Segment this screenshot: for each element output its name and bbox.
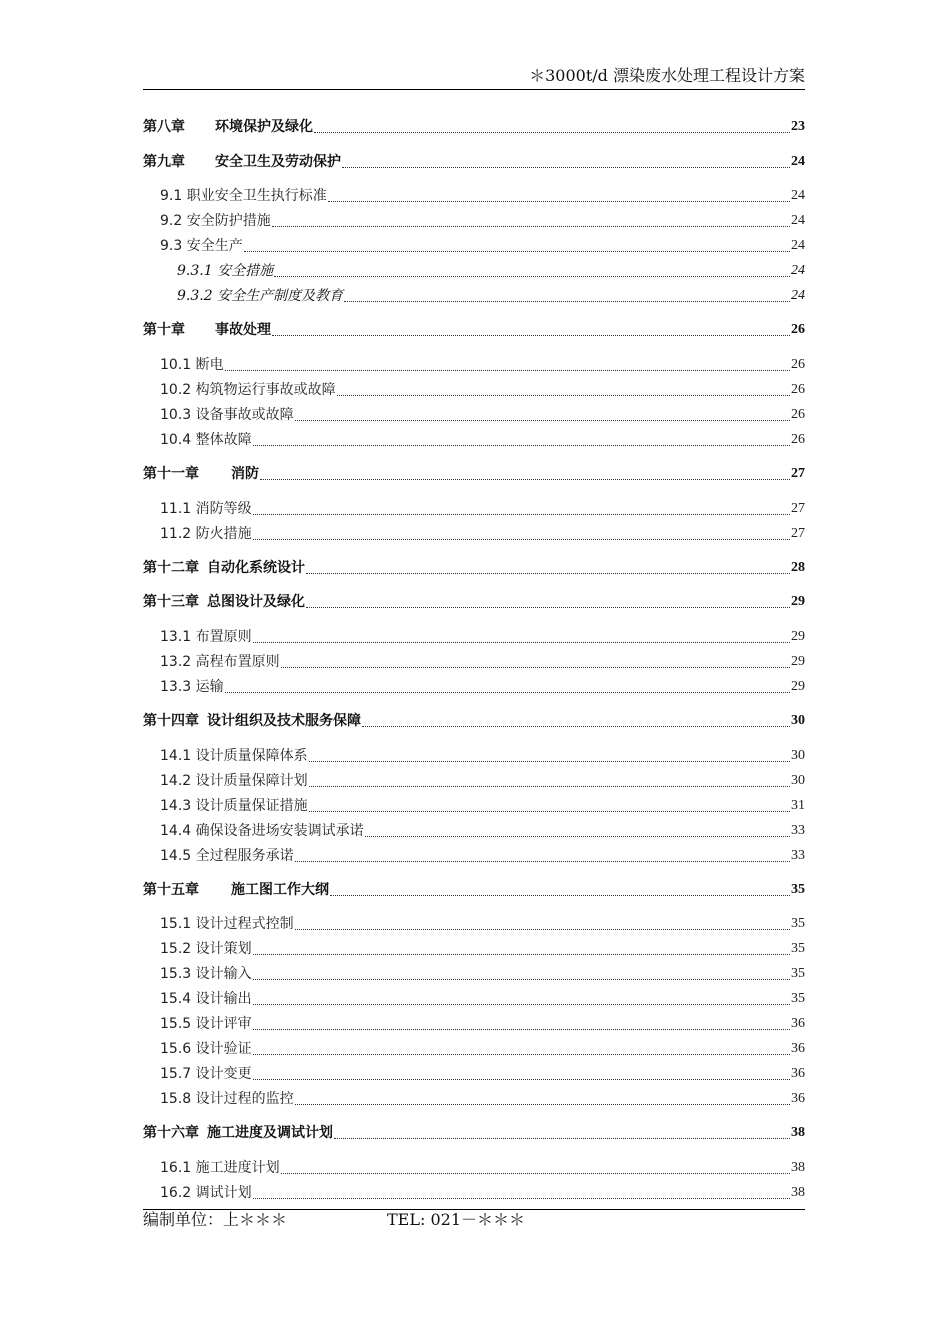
toc-leader-dots (295, 929, 790, 930)
toc-leader-dots (334, 1138, 790, 1139)
toc-chapter-number: 第十五章 (143, 882, 199, 898)
toc-entry-title: 10.4 整体故障 (160, 432, 252, 448)
toc-page-number: 35 (791, 941, 805, 956)
toc-entry-title: 14.1 设计质量保障体系 (160, 748, 308, 764)
toc-leader-dots (253, 1198, 790, 1199)
toc-entry[interactable] (143, 355, 805, 375)
toc-entry[interactable] (143, 652, 805, 672)
toc-entry-title: 11.1 消防等级 (160, 501, 252, 517)
toc-page-number: 27 (791, 466, 805, 481)
toc-leader-dots (309, 811, 790, 812)
toc-entry-title: 15.7 设计变更 (160, 1066, 252, 1082)
toc-leader-dots (253, 539, 790, 540)
toc-page-number: 26 (791, 322, 805, 337)
toc-entry[interactable] (143, 711, 805, 731)
toc-leader-dots (342, 167, 790, 168)
toc-entry[interactable] (143, 380, 805, 400)
toc-entry-title: 15.1 设计过程式控制 (160, 916, 294, 932)
toc-leader-dots (253, 1029, 790, 1030)
toc-leader-dots (274, 276, 790, 277)
toc-entry[interactable] (143, 914, 805, 934)
toc-page-number: 36 (791, 1066, 805, 1081)
toc-entry[interactable] (143, 746, 805, 766)
toc-entry-title: 16.1 施工进度计划 (160, 1160, 280, 1176)
toc-leader-dots (306, 607, 790, 608)
toc-entry[interactable] (143, 592, 805, 612)
toc-entry[interactable] (143, 1123, 805, 1143)
toc-entry[interactable] (143, 880, 805, 900)
toc-page-number: 24 (791, 263, 805, 278)
toc-page-number: 27 (791, 526, 805, 541)
toc-entry-title: 9.2 安全防护措施 (160, 213, 271, 229)
toc-leader-dots (337, 395, 790, 396)
toc-leader-dots (225, 370, 790, 371)
toc-entry-title: 自动化系统设计 (207, 560, 305, 576)
toc-entry-title: 14.3 设计质量保证措施 (160, 798, 308, 814)
toc-leader-dots (309, 786, 790, 787)
toc-entry[interactable] (143, 771, 805, 791)
toc-entry-title: 14.2 设计质量保障计划 (160, 773, 308, 789)
toc-entry-title: 9.3 安全生产 (160, 238, 243, 254)
toc-entry-title: 9.3.2 安全生产制度及教育 (177, 288, 344, 304)
toc-page-number: 38 (791, 1125, 805, 1140)
toc-entry-title: 13.1 布置原则 (160, 629, 252, 645)
toc-leader-dots (295, 1104, 790, 1105)
footer-unit: 编制单位：上＊＊＊ (143, 1210, 288, 1229)
toc-page-number: 26 (791, 357, 805, 372)
toc-leader-dots (244, 251, 790, 252)
toc-entry[interactable] (143, 821, 805, 841)
toc-page-number: 36 (791, 1016, 805, 1031)
toc-chapter-number: 第十章 (143, 322, 185, 338)
toc-page-number: 31 (791, 798, 805, 813)
toc-entry-title: 10.2 构筑物运行事故或故障 (160, 382, 336, 398)
toc-chapter-number: 第十四章 (143, 713, 199, 729)
toc-entry-title: 施工图工作大纲 (231, 882, 329, 898)
toc-leader-dots (328, 201, 790, 202)
toc-leader-dots (253, 979, 790, 980)
toc-page-number: 30 (791, 713, 805, 728)
toc-page-number: 29 (791, 629, 805, 644)
toc-leader-dots (253, 514, 790, 515)
toc-entry[interactable] (143, 989, 805, 1009)
toc-entry-title: 10.3 设备事故或故障 (160, 407, 294, 423)
toc-page-number: 36 (791, 1041, 805, 1056)
toc-leader-dots (272, 335, 790, 336)
toc-entry[interactable] (143, 1039, 805, 1059)
toc-page-number: 29 (791, 594, 805, 609)
toc-leader-dots (253, 445, 790, 446)
toc-entry-title: 15.5 设计评审 (160, 1016, 252, 1032)
toc-entry[interactable] (143, 627, 805, 647)
toc-page-number: 35 (791, 916, 805, 931)
header-title: ＊3000t/d 漂染废水处理工程设计方案 (529, 66, 805, 85)
toc-entry-title: 15.8 设计过程的监控 (160, 1091, 294, 1107)
toc-page-number: 28 (791, 560, 805, 575)
toc-page-number: 38 (791, 1185, 805, 1200)
toc-entry-title: 施工进度及调试计划 (207, 1125, 333, 1141)
toc-leader-dots (281, 1173, 790, 1174)
toc-entry[interactable] (143, 152, 805, 172)
toc-page-number: 30 (791, 748, 805, 763)
toc-entry[interactable] (143, 524, 805, 544)
page-footer (143, 1210, 805, 1230)
toc-entry-title: 9.3.1 安全措施 (177, 263, 274, 279)
toc-page-number: 30 (791, 773, 805, 788)
toc-leader-dots (295, 861, 790, 862)
toc-entry-title: 事故处理 (215, 322, 271, 338)
toc-entry[interactable] (143, 1183, 805, 1203)
toc-leader-dots (330, 895, 790, 896)
toc-entry[interactable] (143, 286, 805, 306)
toc-entry[interactable] (143, 186, 805, 206)
toc-entry-title: 9.1 职业安全卫生执行标准 (160, 188, 327, 204)
toc-leader-dots (225, 692, 790, 693)
toc-leader-dots (253, 642, 790, 643)
toc-entry[interactable] (143, 430, 805, 450)
toc-entry[interactable] (143, 796, 805, 816)
toc-chapter-number: 第十六章 (143, 1125, 199, 1141)
toc-entry-title: 15.4 设计输出 (160, 991, 252, 1007)
toc-leader-dots (309, 761, 790, 762)
toc-page-number: 24 (791, 154, 805, 169)
toc-page-number: 33 (791, 823, 805, 838)
toc-page-number: 35 (791, 991, 805, 1006)
toc-page-number: 24 (791, 288, 805, 303)
toc-leader-dots (253, 1004, 790, 1005)
toc-leader-dots (281, 667, 790, 668)
toc-leader-dots (344, 301, 790, 302)
toc-entry-title: 10.1 断电 (160, 357, 224, 373)
table-of-contents (143, 0, 805, 1344)
footer-tel: TEL: 021－＊＊＊ (387, 1210, 525, 1229)
toc-entry-title: 环境保护及绿化 (215, 119, 313, 135)
toc-page-number: 33 (791, 848, 805, 863)
toc-entry[interactable] (143, 964, 805, 984)
toc-page-number: 24 (791, 188, 805, 203)
toc-chapter-number: 第八章 (143, 119, 185, 135)
toc-entry[interactable] (143, 405, 805, 425)
toc-entry[interactable] (143, 117, 805, 137)
toc-entry-title: 13.3 运输 (160, 679, 224, 695)
toc-leader-dots (306, 573, 790, 574)
toc-entry[interactable] (143, 846, 805, 866)
toc-entry-title: 14.5 全过程服务承诺 (160, 848, 294, 864)
toc-entry-title: 15.3 设计输入 (160, 966, 252, 982)
toc-leader-dots (365, 836, 790, 837)
toc-page-number: 24 (791, 238, 805, 253)
toc-entry-title: 15.6 设计验证 (160, 1041, 252, 1057)
toc-page-number: 35 (791, 966, 805, 981)
toc-page-number: 29 (791, 654, 805, 669)
toc-entry-title: 16.2 调试计划 (160, 1185, 252, 1201)
toc-page-number: 38 (791, 1160, 805, 1175)
toc-entry-title: 14.4 确保设备进场安装调试承诺 (160, 823, 364, 839)
toc-leader-dots (314, 132, 790, 133)
toc-entry-title: 总图设计及绿化 (207, 594, 305, 610)
toc-page-number: 23 (791, 119, 805, 134)
toc-page-number: 26 (791, 382, 805, 397)
toc-page-number: 27 (791, 501, 805, 516)
toc-leader-dots (272, 226, 790, 227)
toc-entry-title: 设计组织及技术服务保障 (207, 713, 361, 729)
toc-leader-dots (253, 954, 790, 955)
toc-page-number: 36 (791, 1091, 805, 1106)
toc-entry[interactable] (143, 320, 805, 340)
toc-chapter-number: 第九章 (143, 154, 185, 170)
toc-entry-title: 15.2 设计策划 (160, 941, 252, 957)
toc-leader-dots (295, 420, 790, 421)
toc-page-number: 29 (791, 679, 805, 694)
toc-leader-dots (253, 1079, 790, 1080)
toc-page-number: 35 (791, 882, 805, 897)
toc-entry-title: 安全卫生及劳动保护 (215, 154, 341, 170)
toc-entry[interactable] (143, 1014, 805, 1034)
toc-entry[interactable] (143, 1064, 805, 1084)
toc-leader-dots (362, 726, 790, 727)
toc-entry[interactable] (143, 1158, 805, 1178)
toc-entry[interactable] (143, 677, 805, 697)
toc-entry[interactable] (143, 464, 805, 484)
toc-entry[interactable] (143, 1089, 805, 1109)
toc-entry[interactable] (143, 236, 805, 256)
toc-chapter-number: 第十二章 (143, 560, 199, 576)
toc-page-number: 24 (791, 213, 805, 228)
toc-entry[interactable] (143, 211, 805, 231)
toc-entry[interactable] (143, 939, 805, 959)
toc-leader-dots (260, 479, 790, 480)
toc-page-number: 26 (791, 432, 805, 447)
toc-entry-title: 13.2 高程布置原则 (160, 654, 280, 670)
toc-chapter-number: 第十三章 (143, 594, 199, 610)
toc-page-number: 26 (791, 407, 805, 422)
toc-entry-title: 11.2 防火措施 (160, 526, 252, 542)
toc-entry[interactable] (143, 499, 805, 519)
toc-entry[interactable] (143, 558, 805, 578)
toc-entry-title: 消防 (231, 466, 259, 482)
toc-leader-dots (253, 1054, 790, 1055)
toc-entry[interactable] (143, 261, 805, 281)
toc-chapter-number: 第十一章 (143, 466, 199, 482)
